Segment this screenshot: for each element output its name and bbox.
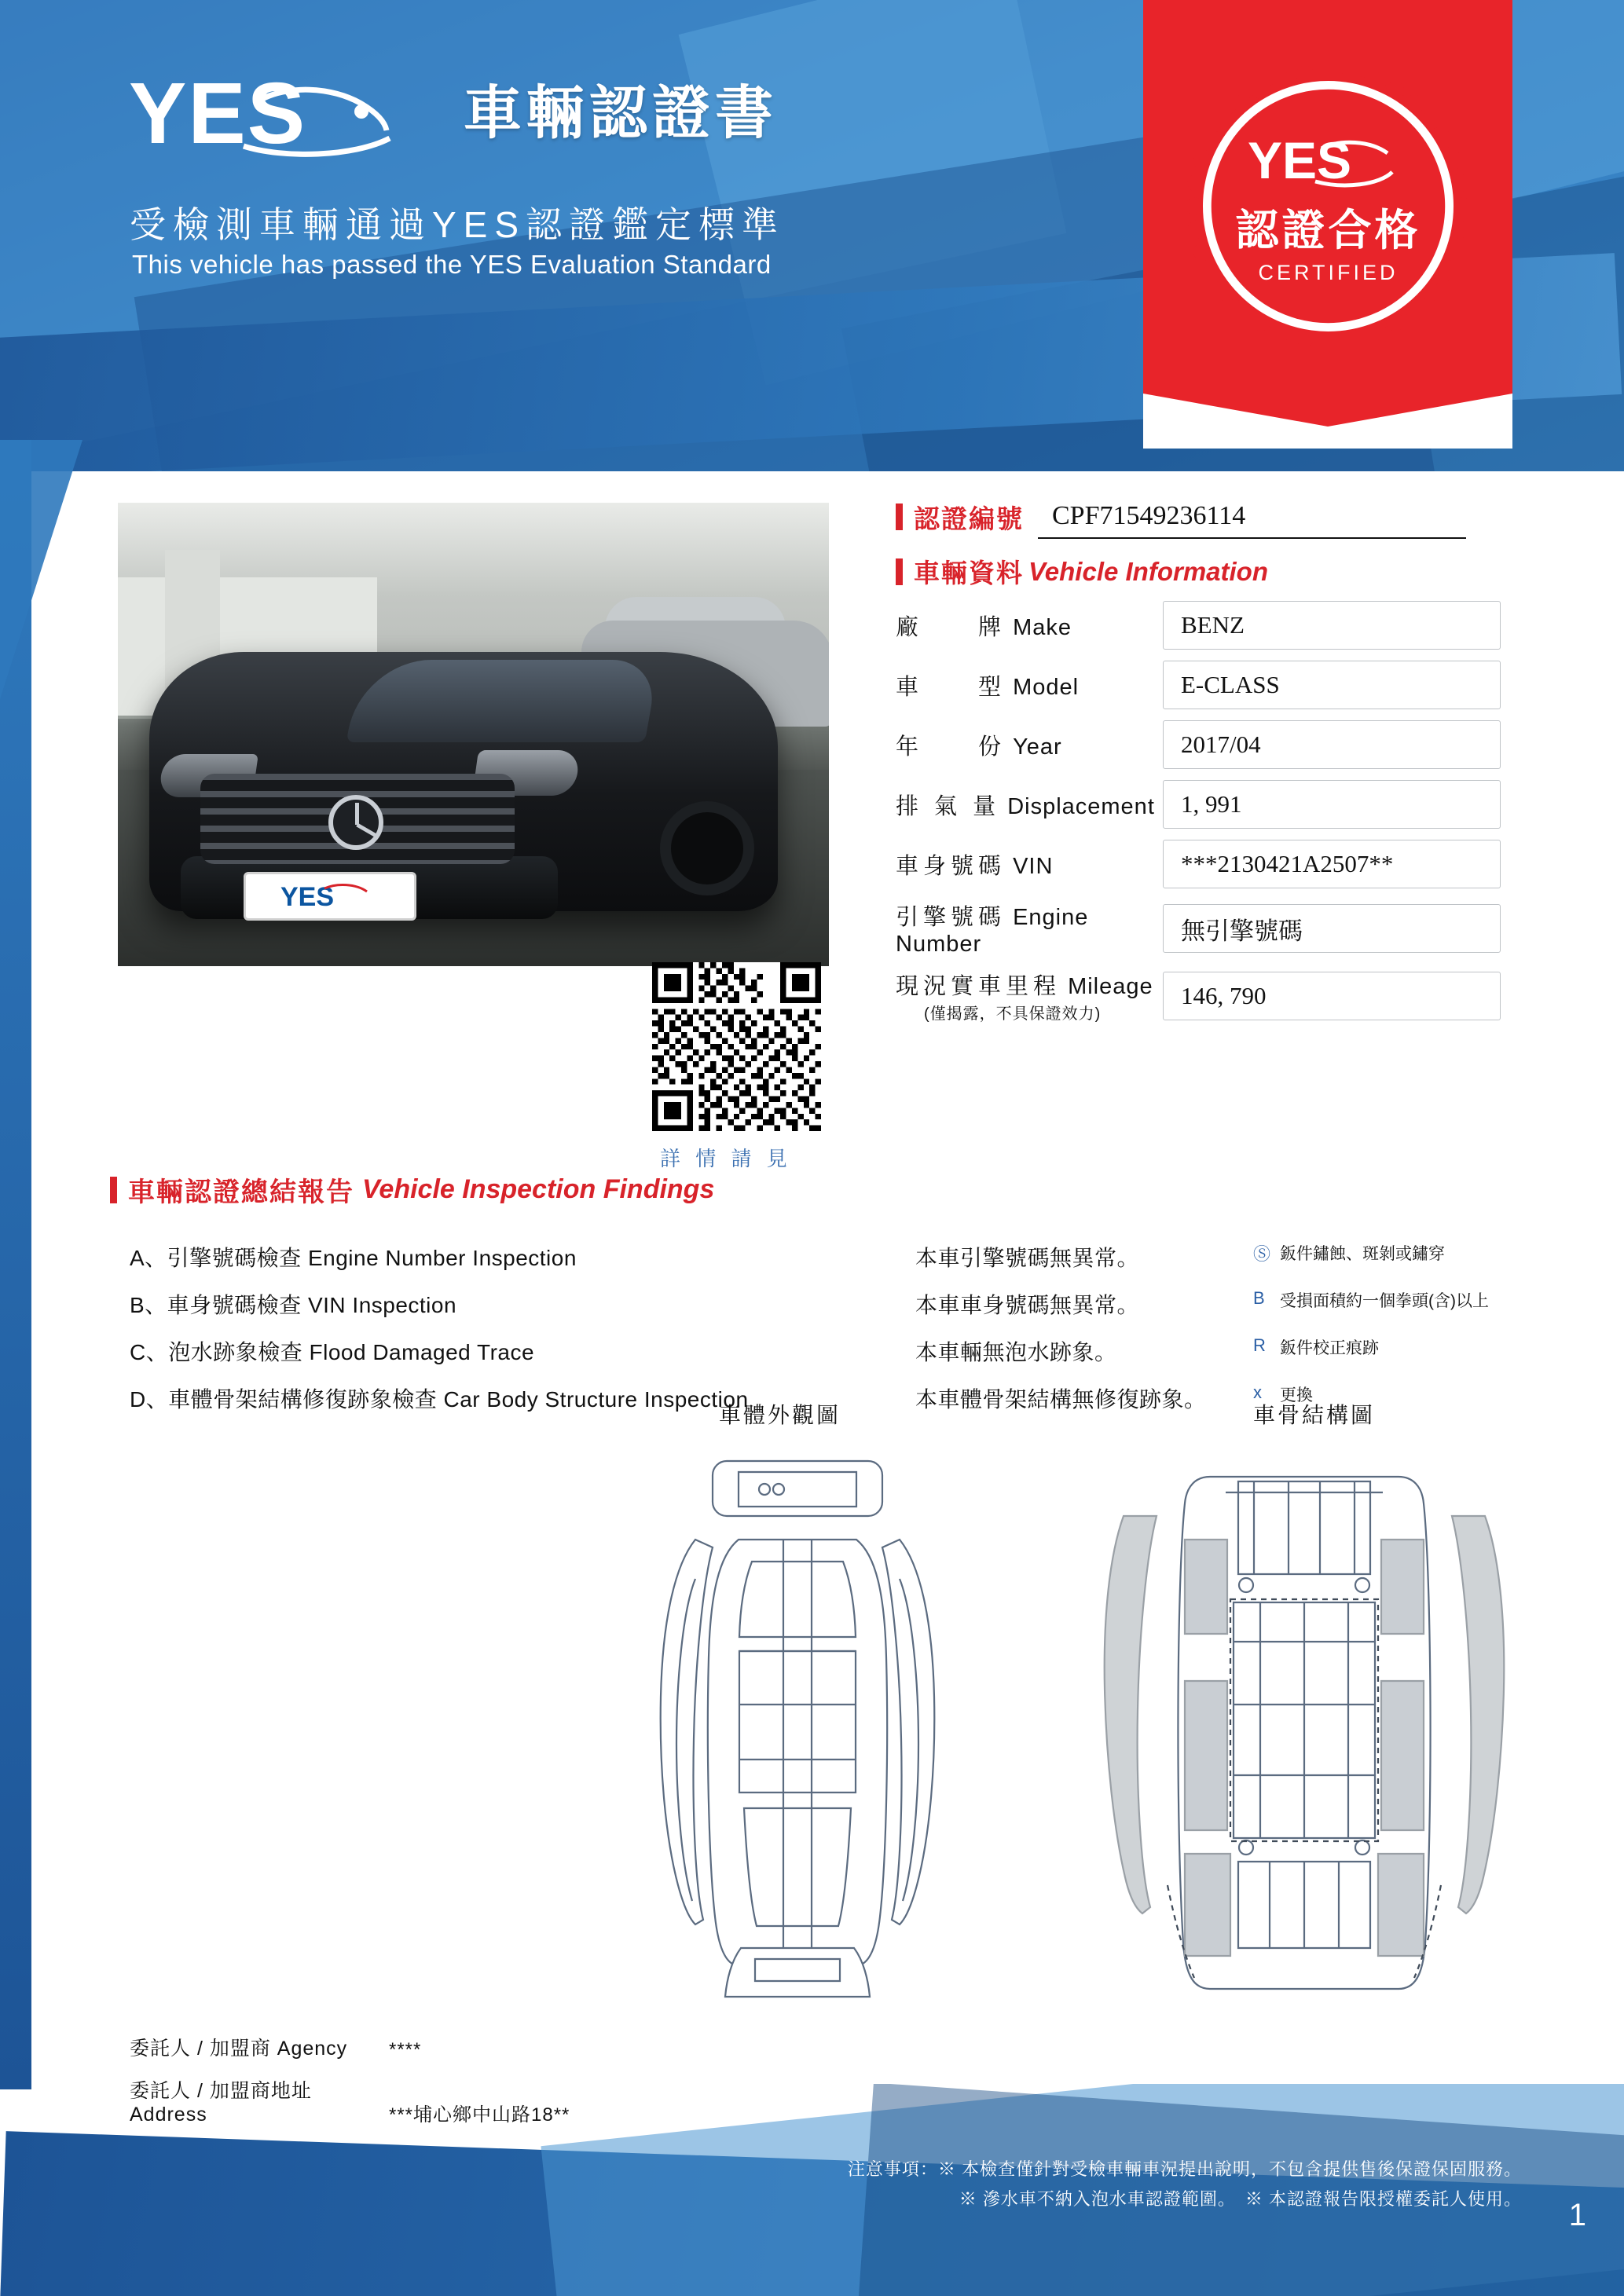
legend-key: Ⓢ [1253, 1244, 1271, 1264]
findings-item: B、車身號碼檢查 VIN Inspection [130, 1293, 457, 1317]
info-value-engine-number: 無引擎號碼 [1163, 904, 1501, 953]
vehicle-information-title [896, 553, 1516, 590]
info-label-engine-number-en: Engine Number [896, 905, 1089, 957]
findings-item: C、泡水跡象檢查 Flood Damaged Trace [130, 1340, 535, 1364]
seal-label-en: CERTIFIED [1258, 260, 1399, 284]
red-bar-accent [110, 1177, 117, 1203]
certificate-number-value: CPF71549236114 [1038, 495, 1466, 539]
qr-code[interactable] [652, 962, 821, 1131]
findings-legend [1253, 1335, 1505, 1367]
info-value-make: BENZ [1163, 601, 1501, 650]
red-bar-accent [896, 558, 903, 585]
page-header [0, 0, 1624, 471]
certificate-number-label: 認證編號 [914, 504, 1024, 533]
footer-row-agency [130, 2033, 570, 2061]
findings-result: 本車輛無泡水跡象。 [915, 1340, 1117, 1364]
legend-text: 更換 [1280, 1386, 1313, 1404]
page-footer-banner [0, 2084, 1624, 2296]
photo-wheel [660, 801, 754, 895]
footer-label-agency: 委託人 / 加盟商 Agency [130, 2038, 348, 2060]
vehicle-information-title-en: Vehicle Information [1028, 556, 1268, 586]
info-label-vin-en: VIN [1013, 853, 1054, 879]
info-value-displacement: 1, 991 [1163, 780, 1501, 829]
findings-item: D、車體骨架結構修復跡象檢查 Car Body Structure Inspection [130, 1387, 749, 1412]
header-subtitle-en: This vehicle has passed the YES Evaluation Standard [132, 250, 772, 279]
info-value-model: E-CLASS [1163, 661, 1501, 709]
findings-item: A、引擎號碼檢查 Engine Number Inspection [130, 1246, 577, 1270]
info-label-year [896, 729, 1163, 761]
findings-title [110, 1170, 714, 1209]
photo-windshield [346, 660, 660, 742]
svg-text:YES: YES [280, 882, 335, 912]
info-row-model [896, 661, 1516, 709]
left-blue-corner [0, 440, 82, 699]
info-label-engine-number-cn: 引擎號碼 [896, 905, 1006, 930]
info-row-vin [896, 840, 1516, 888]
legend-key: B [1253, 1288, 1265, 1308]
certified-seal [1189, 67, 1468, 346]
vehicle-exterior-diagram [577, 1445, 1017, 2011]
footer-note-line-1: 注意事項：※ 本檢查僅針對受檢車輛車況提出說明，不包含提供售後保證保固服務。 [847, 2159, 1522, 2180]
vehicle-photo [118, 503, 829, 966]
info-label-make [896, 610, 1163, 642]
yes-logo [126, 65, 440, 162]
info-value-mileage: 146, 790 [1163, 972, 1501, 1020]
legend-text: 受損面積約一個拳頭(含)以上 [1280, 1292, 1489, 1310]
header-subtitle-cn: 受檢測車輛通過YES認證鑑定標準 [130, 204, 786, 245]
footer-value-address: ***埔心鄉中山路18** [389, 2104, 570, 2126]
footer-value-agency: **** [389, 2039, 422, 2060]
seal-inner [1203, 81, 1454, 331]
footer-notes [848, 2155, 1522, 2214]
info-label-mileage-en: Mileage [1068, 974, 1153, 999]
findings-title-cn: 車輛認證總結報告 [128, 1177, 354, 1207]
info-label-make-en: Make [1013, 614, 1072, 640]
findings-row [130, 1335, 1505, 1367]
info-label-mileage-cn: 現況實車里程 [896, 974, 1061, 999]
info-label-displacement-cn: 排 氣 量 [896, 793, 1001, 819]
info-label-vin [896, 848, 1163, 881]
legend-key: x [1253, 1382, 1262, 1402]
page-number: 1 [1568, 2198, 1586, 2232]
legend-text: 鈑件鏽蝕、斑剝或鏽穿 [1280, 1245, 1445, 1263]
benz-star-icon [328, 795, 383, 850]
qr-code-icon[interactable] [652, 962, 821, 1131]
svg-text:YES: YES [1247, 130, 1351, 189]
info-label-model [896, 669, 1163, 701]
footer-label-address: 委託人 / 加盟商地址 Address [130, 2080, 312, 2126]
info-label-mileage [896, 969, 1163, 1023]
findings-result: 本車車身號碼無異常。 [915, 1293, 1140, 1317]
vehicle-information-title-cn: 車輛資料 [914, 558, 1024, 588]
info-row-mileage [896, 969, 1516, 1023]
findings-result: 本車體骨架結構無修復跡象。 [915, 1387, 1207, 1412]
info-label-year-en: Year [1013, 734, 1062, 760]
findings-legend [1253, 1241, 1505, 1273]
footer-note-line-2: ※ 滲水車不納入泡水車認證範圍。 ※ 本認證報告限授權委託人使用。 [959, 2188, 1522, 2209]
info-label-vin-cn: 車身號碼 [896, 853, 1006, 879]
info-label-engine-number [896, 899, 1163, 958]
legend-key: R [1253, 1335, 1266, 1355]
vehicle-structure-diagram [1092, 1445, 1516, 2011]
info-value-vin: ***2130421A2507** [1163, 840, 1501, 888]
info-label-model-cn: 車 型 [896, 674, 1006, 700]
left-blue-edge [0, 440, 31, 2089]
info-label-year-cn: 年 份 [896, 734, 1006, 760]
info-label-displacement-en: Displacement [1007, 793, 1155, 819]
findings-list [130, 1225, 1505, 1414]
findings-title-en: Vehicle Inspection Findings [362, 1174, 715, 1204]
info-row-year [896, 720, 1516, 769]
diagram-caption-structure: 車骨結構圖 [1253, 1403, 1376, 1427]
info-label-make-cn: 廠 牌 [896, 614, 1006, 640]
document-title: 車輛認證書 [464, 80, 778, 145]
vehicle-information-panel [896, 495, 1516, 1023]
diagram-caption-exterior: 車體外觀圖 [719, 1403, 841, 1427]
findings-row [130, 1241, 1505, 1273]
info-value-year: 2017/04 [1163, 720, 1501, 769]
info-label-displacement [896, 789, 1163, 821]
info-row-make [896, 601, 1516, 650]
seal-yes-logo [1246, 130, 1411, 191]
photo-license-plate [244, 872, 416, 921]
info-label-model-en: Model [1013, 674, 1080, 700]
seal-label-cn: 認證合格 [1235, 205, 1421, 255]
findings-row [130, 1288, 1505, 1320]
info-row-engine-number [896, 899, 1516, 958]
findings-legend [1253, 1288, 1505, 1320]
qr-caption: 詳 情 請 見 [660, 1147, 792, 1170]
plate-yes-logo [279, 881, 381, 912]
certificate-number-row [896, 495, 1516, 539]
info-label-mileage-note: (僅揭露，不具保證效力) [924, 1005, 1102, 1023]
findings-result: 本車引擎號碼無異常。 [915, 1246, 1140, 1270]
red-bar-accent [896, 504, 903, 530]
info-row-displacement [896, 780, 1516, 829]
legend-text: 鈑件校正痕跡 [1280, 1339, 1379, 1357]
svg-text:YES: YES [129, 65, 307, 162]
